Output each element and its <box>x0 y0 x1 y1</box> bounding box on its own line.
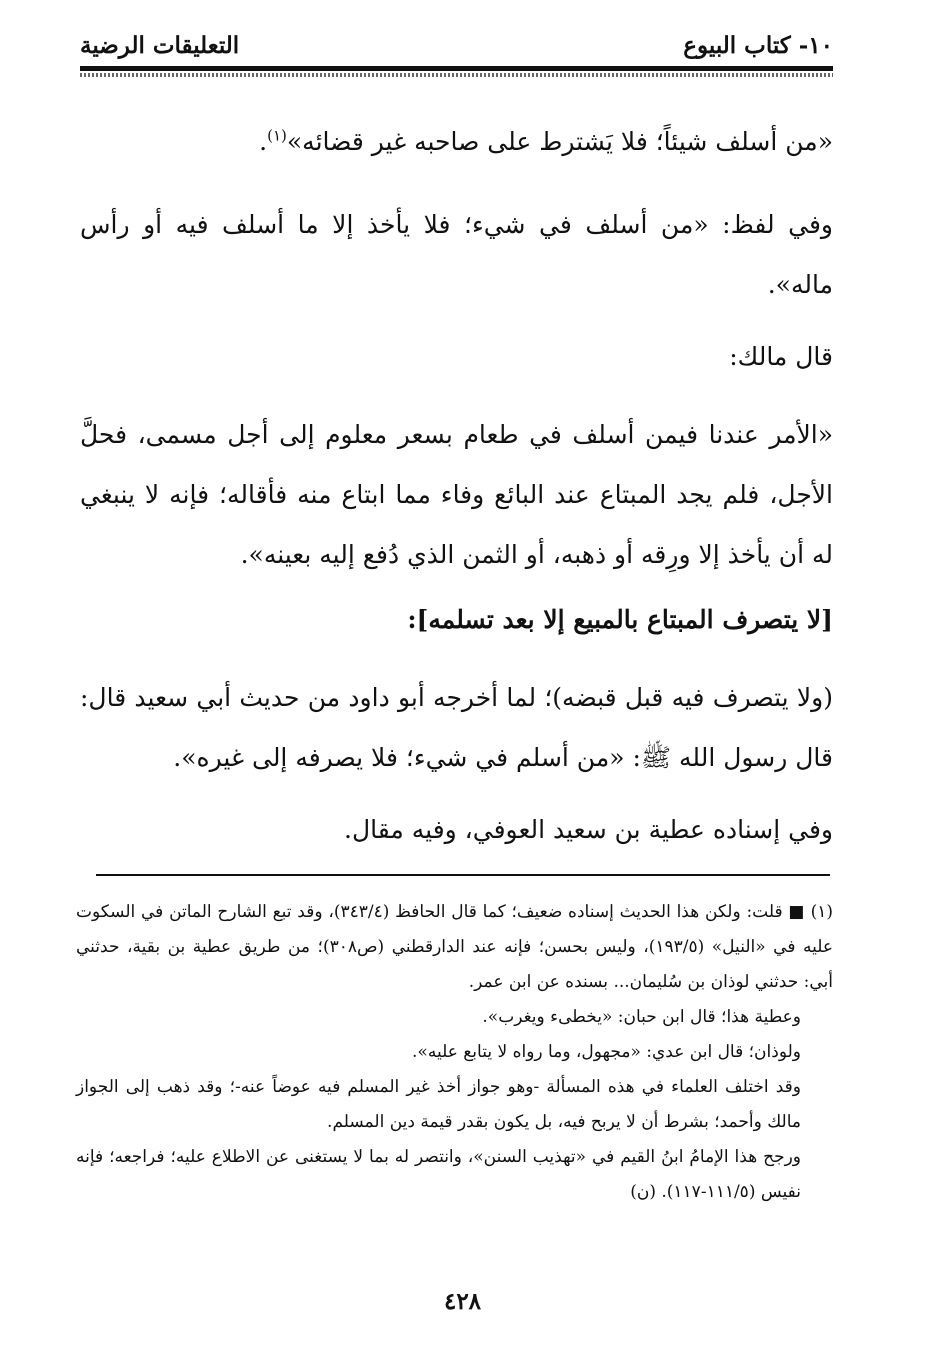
header-rule <box>80 66 833 71</box>
footnote-1-ibn-qayyim: ورجح هذا الإمامُ ابنُ القيم في «تهذيب السنن»، وانتصر له بما لا يستغنى عن الاطلاع عليه؛ فراجعه؛ فإنه نفيس (١١١/٥-١١٧). (ن) <box>76 1147 801 1202</box>
footnote-1: (١) ■ قلت: ولكن هذا الحديث إسناده ضعيف؛ كما قال الحافظ (٣٤٣/٤)، وقد تبع الشارح الماتن في السكوت عليه في «النيل» (١٩٣/٥)، وليس بحسن؛ فإنه عند الدارقطني (ص٣٠٨)؛ من طريق عطية بن بقية، حدثني أبي: حدثني لوذان بن سُليمان... بسنده عن ابن عمر. <box>76 902 833 992</box>
paragraph-qabd: (ولا يتصرف فيه قبل قبضه)؛ لما أخرجه أبو داود من حديث أبي سعيد قال: قال رسول الله ﷺ: «من أسلم في شيء؛ فلا يصرفه إلى غيره». <box>80 683 833 772</box>
main-text-6 <box>80 668 833 788</box>
paragraph-hadith-quote <box>80 112 833 172</box>
main-text-4 <box>80 405 833 585</box>
header-rule-dotted <box>80 73 833 77</box>
paragraph-alt-wording: وفي لفظ: «من أسلف في شيء؛ فلا يأخذ إلا ما أسلف فيه أو رأس ماله». <box>80 210 833 299</box>
footnote-1-atiyya: وعطية هذا؛ قال ابن حبان: «يخطىء ويغرب». <box>482 1007 801 1027</box>
main-text-3 <box>80 327 833 387</box>
footnote-separator <box>96 874 830 876</box>
paragraph-malik-quote: «الأمر عندنا فيمن أسلف في طعام بسعر معلوم إلى أجل مسمى، فحلَّ الأجل، فلم يجد المبتاع عند البائع وفاء مما ابتاع منه فأقاله؛ فإنه لا ينبغي له أن يأخذ إلا ورِقه أو ذهبه، أو الثمن الذي دُفع إليه بعينه». <box>80 420 833 569</box>
footnotes <box>76 895 833 1210</box>
main-text <box>80 112 833 172</box>
sentence-end: . <box>259 127 268 156</box>
footnote-ref[interactable]: (١) <box>267 126 287 145</box>
footnote-1-scholars: وقد اختلف العلماء في هذه المسألة -وهو جواز أخذ غير المسلم فيه عوضاً عنه-؛ وقد ذهب إلى الجواز مالك وأحمد؛ بشرط أن لا يربح فيه، بل يكون بقدر قيمة دين المسلم. <box>76 1077 801 1132</box>
section-heading: [لا يتصرف المبتاع بالمبيع إلا بعد تسلمه]: <box>407 605 833 634</box>
paragraph-malik-intro: قال مالك: <box>729 342 833 371</box>
main-text-7 <box>80 800 833 860</box>
page-number: ٤٢٨ <box>443 1288 482 1315</box>
paragraph-isnad: وفي إسناده عطية بن سعيد العوفي، وفيه مقال. <box>344 815 833 844</box>
page-header <box>80 28 833 64</box>
section-title: ١٠- كتاب البيوع <box>683 32 833 59</box>
main-text-2 <box>80 195 833 315</box>
book-title: التعليقات الرضية <box>80 32 240 59</box>
footnote-1-lawdhan: ولوذان؛ قال ابن عدي: «مجهول، وما رواه لا يتابع عليه». <box>412 1042 801 1062</box>
main-text-5 <box>80 590 833 650</box>
hadith-text: «من أسلف شيئاً؛ فلا يَشترط على صاحبه غير قضائه» <box>286 127 833 156</box>
